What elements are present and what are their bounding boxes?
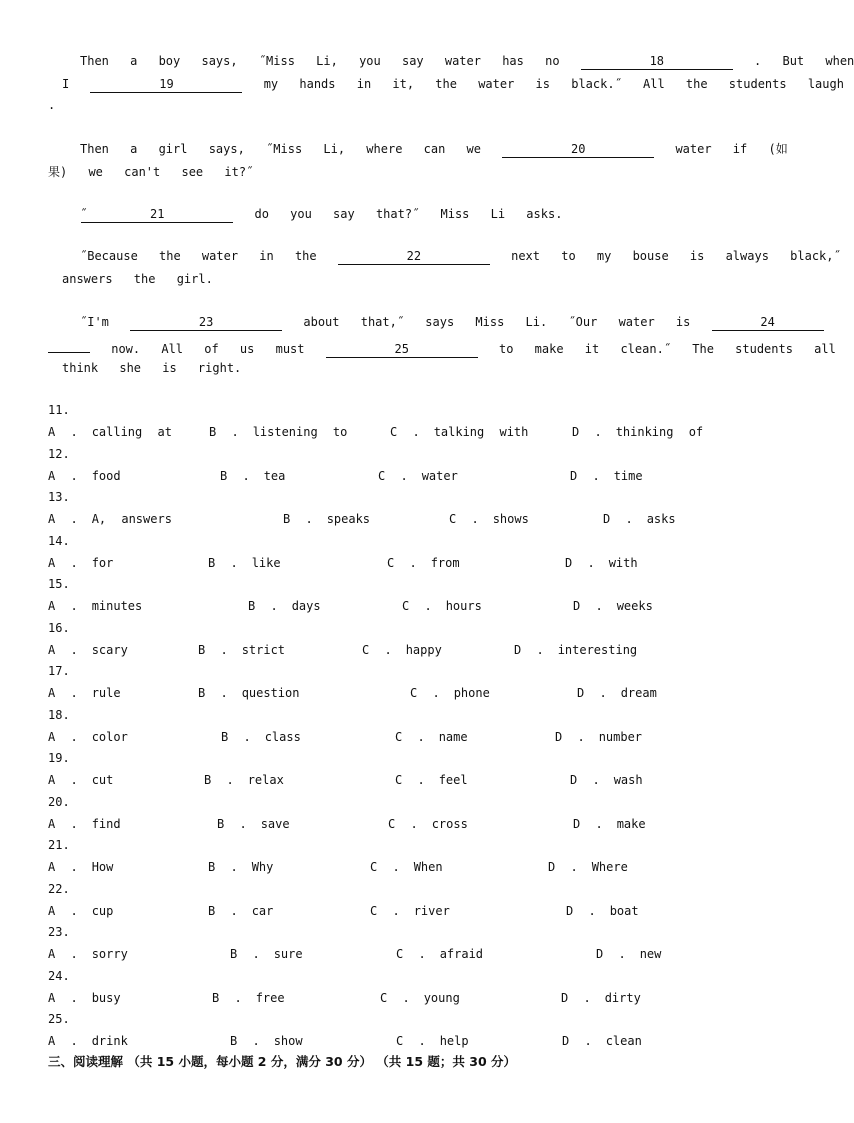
option-text: like bbox=[251, 555, 281, 570]
answer-option[interactable] bbox=[212, 990, 285, 1006]
answer-option[interactable] bbox=[603, 511, 676, 527]
answer-option[interactable] bbox=[208, 555, 281, 571]
passage-text: next to my bouse is always black,˝ bbox=[511, 249, 841, 263]
option-text: young bbox=[423, 990, 460, 1005]
option-text: shows bbox=[492, 512, 529, 526]
option-text: cross bbox=[431, 816, 468, 831]
answer-option[interactable] bbox=[596, 946, 661, 962]
answer-option[interactable] bbox=[562, 1033, 642, 1049]
answer-option[interactable] bbox=[570, 772, 643, 788]
option-text: show bbox=[273, 1034, 303, 1048]
option-letter: B . bbox=[217, 816, 247, 831]
answer-option[interactable] bbox=[410, 685, 490, 701]
answer-option[interactable] bbox=[48, 946, 128, 962]
answer-option[interactable] bbox=[561, 990, 641, 1006]
passage-text: to make it clean.˝ The students all bbox=[498, 342, 836, 356]
option-letter: B . bbox=[248, 599, 278, 613]
passage-text: answers the girl. bbox=[62, 272, 213, 286]
blank-20: 20 bbox=[502, 142, 654, 158]
option-text: calling at bbox=[91, 425, 172, 439]
passage-text: think she is right. bbox=[62, 361, 242, 375]
option-text: color bbox=[91, 729, 128, 744]
option-letter: A . bbox=[48, 555, 78, 570]
option-letter: B . bbox=[221, 729, 251, 744]
answer-option[interactable] bbox=[573, 598, 653, 614]
question-number: 11. bbox=[48, 403, 70, 417]
option-text: car bbox=[251, 903, 274, 918]
passage-line bbox=[80, 53, 854, 70]
answer-option[interactable] bbox=[548, 859, 628, 875]
answer-option[interactable] bbox=[48, 859, 113, 875]
option-text: number bbox=[598, 729, 643, 744]
option-text: for bbox=[91, 555, 114, 570]
option-letter: D . bbox=[562, 1034, 592, 1048]
option-text: hours bbox=[445, 599, 482, 613]
option-letter: D . bbox=[577, 686, 607, 700]
option-text: rule bbox=[91, 686, 121, 700]
answer-option[interactable] bbox=[209, 424, 347, 440]
option-text: help bbox=[439, 1034, 469, 1048]
option-letter: C . bbox=[395, 729, 425, 744]
answer-option[interactable] bbox=[48, 903, 113, 919]
option-letter: D . bbox=[573, 816, 603, 831]
option-text: sure bbox=[273, 947, 303, 961]
question-number: 19. bbox=[48, 751, 70, 765]
answer-option[interactable] bbox=[248, 598, 321, 614]
option-letter: B . bbox=[283, 512, 313, 526]
option-letter: A . bbox=[48, 860, 78, 874]
answer-option[interactable] bbox=[577, 685, 657, 701]
option-letter: D . bbox=[514, 642, 544, 657]
option-letter: B . bbox=[208, 860, 238, 874]
option-text: strict bbox=[241, 642, 286, 657]
answer-option[interactable] bbox=[48, 598, 142, 614]
option-letter: C . bbox=[449, 512, 479, 526]
answer-option[interactable] bbox=[283, 511, 370, 527]
answer-option[interactable] bbox=[387, 555, 460, 571]
question-number: 22. bbox=[48, 881, 70, 896]
answer-option[interactable] bbox=[396, 946, 483, 962]
passage-line bbox=[62, 76, 844, 93]
option-letter: C . bbox=[370, 860, 400, 874]
option-letter: A . bbox=[48, 686, 78, 700]
option-letter: B . bbox=[198, 686, 228, 700]
option-letter: C . bbox=[396, 947, 426, 961]
option-letter: A . bbox=[48, 773, 78, 787]
option-text: water bbox=[421, 468, 458, 483]
option-text: speaks bbox=[326, 512, 371, 526]
answer-option[interactable] bbox=[204, 772, 284, 788]
option-text: clean bbox=[605, 1034, 642, 1048]
option-letter: C . bbox=[387, 555, 417, 570]
passage-text: ˝Because the water in the bbox=[80, 249, 317, 263]
passage-text: water if (如 bbox=[675, 142, 788, 156]
option-text: days bbox=[291, 599, 321, 613]
option-text: scary bbox=[91, 642, 128, 657]
option-letter: B . bbox=[230, 947, 260, 961]
answer-option[interactable] bbox=[208, 859, 273, 875]
option-letter: C . bbox=[395, 773, 425, 787]
option-letter: C . bbox=[390, 425, 420, 439]
answer-option[interactable] bbox=[370, 903, 450, 919]
answer-option[interactable] bbox=[220, 468, 285, 484]
option-text: from bbox=[430, 555, 460, 570]
answer-option[interactable] bbox=[48, 555, 113, 571]
answer-option[interactable] bbox=[48, 424, 172, 440]
passage-line bbox=[80, 206, 562, 223]
passage-line bbox=[80, 141, 788, 158]
answer-option[interactable] bbox=[362, 642, 442, 658]
option-letter: B . bbox=[209, 425, 239, 439]
answer-option[interactable] bbox=[395, 729, 468, 745]
passage-text: Then a boy says, ˝Miss Li, you say water has no bbox=[80, 54, 560, 68]
option-text: make bbox=[616, 816, 646, 831]
option-letter: D . bbox=[555, 729, 585, 744]
option-text: cup bbox=[91, 903, 114, 918]
answer-option[interactable] bbox=[390, 424, 528, 440]
question-number: 12. bbox=[48, 446, 70, 461]
passage-text: do you say that?˝ Miss Li asks. bbox=[254, 207, 563, 221]
option-text: thinking of bbox=[615, 425, 704, 439]
answer-option[interactable] bbox=[570, 468, 643, 484]
option-letter: A . bbox=[48, 816, 78, 831]
option-text: A, answers bbox=[91, 512, 172, 526]
blank-21: 21 bbox=[81, 207, 233, 223]
option-text: dirty bbox=[604, 990, 641, 1005]
passage-text: my hands in it, the water is black.˝ All the students laugh bbox=[263, 77, 844, 91]
answer-option[interactable] bbox=[230, 946, 303, 962]
option-text: sorry bbox=[91, 947, 128, 961]
passage-line bbox=[80, 314, 824, 331]
answer-option[interactable] bbox=[48, 642, 128, 658]
blank-19: 19 bbox=[90, 77, 242, 93]
blank-18: 18 bbox=[581, 54, 733, 70]
option-text: wash bbox=[613, 773, 643, 787]
option-text: asks bbox=[646, 512, 676, 526]
option-letter: C . bbox=[370, 903, 400, 918]
answer-option[interactable] bbox=[449, 511, 529, 527]
option-text: class bbox=[264, 729, 301, 744]
option-text: food bbox=[91, 468, 121, 483]
answer-option[interactable] bbox=[572, 424, 703, 440]
option-letter: D . bbox=[566, 903, 596, 918]
option-letter: C . bbox=[410, 686, 440, 700]
option-text: talking with bbox=[433, 425, 529, 439]
option-letter: A . bbox=[48, 425, 78, 439]
option-letter: D . bbox=[570, 773, 600, 787]
passage-text: 果) we can't see it?˝ bbox=[48, 165, 254, 179]
answer-option[interactable] bbox=[514, 642, 637, 658]
option-letter: D . bbox=[603, 512, 633, 526]
option-text: with bbox=[608, 555, 638, 570]
option-text: Where bbox=[591, 860, 628, 874]
option-letter: D . bbox=[596, 947, 626, 961]
option-text: relax bbox=[247, 773, 284, 787]
option-text: new bbox=[639, 947, 662, 961]
option-letter: C . bbox=[378, 468, 408, 483]
answer-option[interactable] bbox=[198, 642, 285, 658]
answer-option[interactable] bbox=[48, 685, 121, 701]
answer-option[interactable] bbox=[388, 816, 468, 832]
answer-option[interactable] bbox=[378, 468, 458, 484]
answer-option[interactable] bbox=[48, 990, 121, 1006]
question-number: 15. bbox=[48, 577, 70, 591]
option-text: phone bbox=[453, 686, 490, 700]
option-letter: C . bbox=[388, 816, 418, 831]
answer-option[interactable] bbox=[573, 816, 646, 832]
question-number: 25. bbox=[48, 1012, 70, 1026]
option-letter: D . bbox=[565, 555, 595, 570]
question-number: 14. bbox=[48, 533, 70, 548]
option-text: weeks bbox=[616, 599, 653, 613]
blank-22: 22 bbox=[338, 249, 490, 265]
option-text: interesting bbox=[557, 642, 638, 657]
blank-24: 24 bbox=[712, 315, 824, 331]
passage-text: ˝I'm bbox=[80, 315, 109, 329]
option-letter: B . bbox=[212, 990, 242, 1005]
blank-24-continued bbox=[48, 337, 90, 353]
option-letter: A . bbox=[48, 947, 78, 961]
option-letter: C . bbox=[362, 642, 392, 657]
answer-option[interactable] bbox=[396, 1033, 469, 1049]
passage-text: . bbox=[48, 98, 56, 112]
answer-option[interactable] bbox=[370, 859, 443, 875]
answer-option[interactable] bbox=[48, 511, 172, 527]
answer-option[interactable] bbox=[48, 1033, 128, 1049]
answer-option[interactable] bbox=[566, 903, 639, 919]
option-letter: D . bbox=[570, 468, 600, 483]
option-text: save bbox=[260, 816, 290, 831]
question-number: 24. bbox=[48, 968, 70, 983]
answer-option[interactable] bbox=[565, 555, 638, 571]
option-letter: B . bbox=[208, 555, 238, 570]
answer-option[interactable] bbox=[402, 598, 482, 614]
option-text: boat bbox=[609, 903, 639, 918]
option-letter: B . bbox=[208, 903, 238, 918]
passage-text: now. All of us must bbox=[111, 342, 305, 356]
passage-text: Then a girl says, ˝Miss Li, where can we bbox=[80, 142, 481, 156]
answer-option[interactable] bbox=[208, 903, 273, 919]
option-text: cut bbox=[91, 773, 114, 787]
question-number: 23. bbox=[48, 925, 70, 939]
option-letter: A . bbox=[48, 468, 78, 483]
option-letter: D . bbox=[548, 860, 578, 874]
answer-option[interactable] bbox=[48, 772, 113, 788]
answer-option[interactable] bbox=[198, 685, 299, 701]
option-letter: B . bbox=[230, 1034, 260, 1048]
answer-option[interactable] bbox=[48, 816, 121, 832]
option-letter: C . bbox=[402, 599, 432, 613]
option-text: How bbox=[91, 860, 114, 874]
blank-25: 25 bbox=[326, 342, 478, 358]
option-letter: A . bbox=[48, 1034, 78, 1048]
option-letter: D . bbox=[561, 990, 591, 1005]
question-number: 18. bbox=[48, 707, 70, 722]
option-letter: A . bbox=[48, 903, 78, 918]
option-letter: A . bbox=[48, 990, 78, 1005]
question-number: 17. bbox=[48, 664, 70, 678]
option-letter: B . bbox=[220, 468, 250, 483]
option-text: tea bbox=[263, 468, 286, 483]
option-text: name bbox=[438, 729, 468, 744]
option-text: minutes bbox=[91, 599, 143, 613]
question-number: 20. bbox=[48, 794, 70, 809]
question-number: 21. bbox=[48, 838, 70, 852]
section-title: 三、阅读理解 （共 15 小题，每小题 2 分，满分 30 分） （共 15 题；共 30 分） bbox=[48, 1054, 517, 1069]
option-letter: A . bbox=[48, 642, 78, 657]
option-letter: D . bbox=[573, 599, 603, 613]
passage-text: ˝ bbox=[80, 207, 88, 221]
option-text: dream bbox=[620, 686, 657, 700]
passage-text: about that,˝ says Miss Li. ˝Our water is bbox=[303, 315, 691, 329]
option-letter: C . bbox=[380, 990, 410, 1005]
option-text: free bbox=[255, 990, 285, 1005]
answer-option[interactable] bbox=[555, 729, 642, 745]
option-text: feel bbox=[438, 773, 468, 787]
option-text: find bbox=[91, 816, 121, 831]
question-number: 16. bbox=[48, 620, 70, 635]
option-text: river bbox=[413, 903, 450, 918]
option-letter: B . bbox=[204, 773, 234, 787]
option-letter: B . bbox=[198, 642, 228, 657]
option-text: drink bbox=[91, 1034, 128, 1048]
option-text: When bbox=[413, 860, 443, 874]
option-letter: D . bbox=[572, 425, 602, 439]
option-text: afraid bbox=[439, 947, 484, 961]
option-text: happy bbox=[405, 642, 442, 657]
option-text: busy bbox=[91, 990, 121, 1005]
option-letter: A . bbox=[48, 729, 78, 744]
answer-option[interactable] bbox=[48, 729, 128, 745]
option-letter: C . bbox=[396, 1034, 426, 1048]
passage-line bbox=[48, 337, 836, 358]
option-text: Why bbox=[251, 860, 274, 874]
answer-option[interactable] bbox=[380, 990, 460, 1006]
option-letter: A . bbox=[48, 512, 78, 526]
option-text: listening to bbox=[252, 425, 348, 439]
blank-23: 23 bbox=[130, 315, 282, 331]
option-text: time bbox=[613, 468, 643, 483]
answer-option[interactable] bbox=[217, 816, 290, 832]
answer-option[interactable] bbox=[221, 729, 301, 745]
answer-option[interactable] bbox=[48, 468, 121, 484]
answer-option[interactable] bbox=[230, 1033, 303, 1049]
option-text: question bbox=[241, 686, 300, 700]
passage-line bbox=[80, 248, 841, 265]
answer-option[interactable] bbox=[395, 772, 468, 788]
question-number: 13. bbox=[48, 490, 70, 504]
option-letter: A . bbox=[48, 599, 78, 613]
passage-text: . But when bbox=[754, 54, 854, 68]
passage-text: I bbox=[62, 77, 70, 91]
